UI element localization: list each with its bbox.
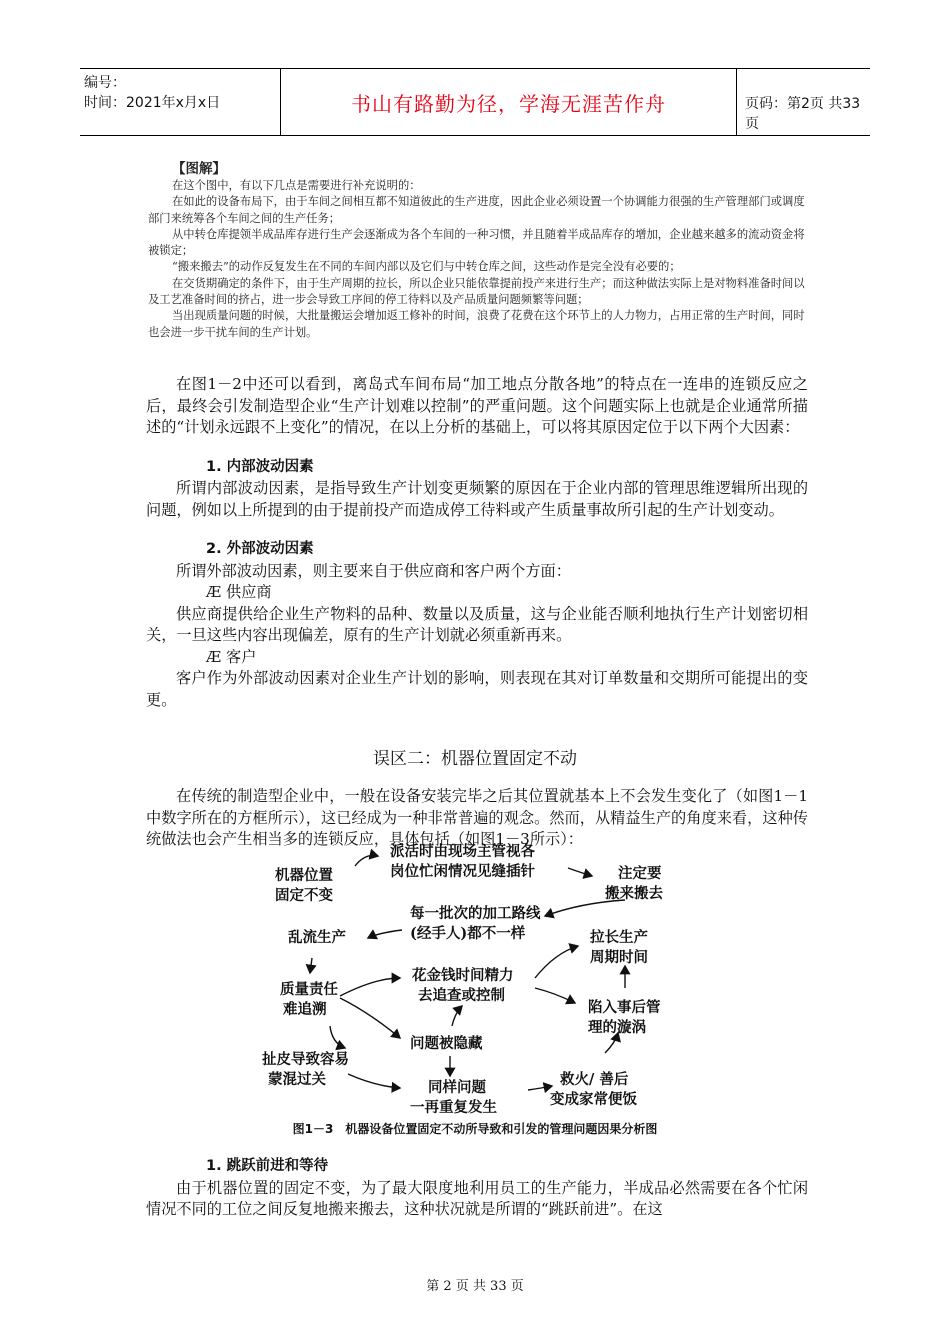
arrow [452,1006,462,1026]
header-motto: 书山有路勤为径，学海无涯苦作舟 [280,69,737,135]
notes-item: “搬来搬去”的动作反复发生在不同的车间内部以及它们与中转仓库之间，这些动作是完全没有必要的； [172,260,681,274]
notes-item: 当出现质量问题的时候，大批量搬运会增加返工修补的时间，浪费了花费在这个环节上的人力物力，占用正常的生产时间，同时也会进一步干扰车间的生产计划。 [148,309,805,339]
arrow [330,1026,345,1048]
arrow [348,1074,400,1088]
header-meta [84,73,280,113]
node-label: 救火/ 善后 [560,1071,629,1088]
cause-effect-diagram [250,838,710,1118]
node-label: 乱流生产 [288,929,346,946]
paragraph: 所谓外部波动因素，则主要来自于供应商和客户两个方面： [176,561,571,580]
node-label: 蒙混过关 [268,1071,326,1088]
arrow [568,868,592,876]
node-label: 去追查或控制 [418,987,505,1004]
notes-item: 从中转仓库提领半成品库存进行生产会逐渐成为各个车间的一种习惯，并且随着半成品库存的增加，企业越来越多的流动资金将被锁定； [148,227,805,258]
node-label: 每一批次的加工路线 [410,905,541,922]
bullet-supplier: Æ 供应商 [206,583,272,601]
node-label: 一再重复发生 [410,1099,497,1116]
notes-heading: 【图解】 [172,161,226,177]
node-label: 扯皮导致容易 [262,1051,349,1068]
node-label: 搬来搬去 [605,885,663,902]
node-label: 变成家常便饭 [550,1091,637,1108]
node-label: 岗位忙闲情况见缝插针 [390,863,535,880]
notes-item: 在如此的设备布局下，由于车间之间相互都不知道彼此的生产进度，因此企业必须设置一个协调能力很强的生产管理部门或调度部门来统筹各个车间之间的生产任务； [148,195,805,225]
node-label: 难追溯 [283,1001,327,1018]
arrow [310,958,312,973]
node-label: 理的漩涡 [588,1019,646,1036]
page-header [80,68,870,136]
node-label: 机器位置 [275,867,333,884]
jump-heading: 1. 跳跃前进和等待 [206,1158,329,1174]
figure-caption: 图1－3 机器设备位置固定不动所导致和引发的管理问题因果分析图 [292,1122,658,1136]
node-label: 花金钱时间精力 [412,967,514,984]
arrow [528,1086,552,1090]
node-label: (经手人)都不一样 [410,925,526,942]
notes-intro: 在这个图中，有以下几点是需要进行补充说明的： [172,179,421,192]
node-label: 周期时间 [590,949,648,966]
paragraph: 供应商提供给企业生产物料的品种、数量以及质量，这与企业能否顺利地执行生产计划密切相关，一旦这些内容出现偏差，原有的生产计划就必须重新再来。 [146,604,808,644]
internal-heading: 1. 内部波动因素 [206,458,314,475]
node-label: 注定要 [618,865,662,882]
body-part-3 [146,1156,808,1221]
external-heading: 2. 外部波动因素 [206,541,314,557]
node-label: 拉长生产 [590,929,648,946]
arrow [535,946,578,978]
node-label: 固定不变 [275,887,333,904]
arrow [535,988,575,1003]
node-label: 陷入事后管 [588,999,661,1016]
node-label: 质量责任 [280,981,338,998]
notes-item: 在交货期确定的条件下，由于生产周期的拉长，所以企业只能依靠提前投产来进行生产；而这种做法实际上是对物料准备时间以及工艺准备时间的挤占，进一步会导致工序间的停工待料以及产品质量问题频繁等问题； [148,276,805,307]
section-title: 误区二：机器位置固定不动 [373,749,577,769]
paragraph: 在图1－2中还可以看到，离岛式车间布局“加工地点分散各地”的特点在一连串的连锁反应之后，最终会引发制造型企业“生产计划难以控制”的严重问题。这个问题实际上也就是企业通常所描述的“计划永远跟不上变化”的情况，在以上分析的基础上，可以将其原因定位于以下两个大因素： [146,375,808,436]
number-label: 编号： [84,75,126,91]
node-label: 派活时由现场主管视各 [390,843,535,860]
diagram-notes [148,160,808,341]
bullet-customer: Æ 客户 [206,647,257,666]
page-footer: 第 2 页 共 33 页 [426,1279,524,1294]
body-part-1 [146,374,808,711]
arrow [545,900,625,916]
arrow [368,930,402,938]
arrow [340,998,400,1038]
paragraph: 在传统的制造型企业中，一般在设备安装完毕之后其位置就基本上不会发生变化了（如图1－1中数字所在的方框所示），这已经成为一种非常普遍的观念。然而，从精益生产的角度来看，这种传统做法也会产生相当多的连锁反应，具体包括（如图1－3所示）： [146,787,808,848]
node-label: 同样问题 [428,1079,486,1096]
page-label: 页码：第2页 共33页 [745,96,861,132]
arrow [605,1033,618,1053]
time-label: 时间：2021年x月x日 [84,95,221,111]
node-label: 问题被隐藏 [410,1035,483,1052]
arrow [340,978,400,996]
paragraph: 客户作为外部波动因素对企业生产计划的影响，则表现在其对订单数量和交期所可能提出的变更。 [146,669,808,709]
paragraph: 所谓内部波动因素，是指导致生产计划变更频繁的原因在于企业内部的管理思维逻辑所出现的问题，例如以上所提到的由于提前投产而造成停工待料或产生质量事故所引起的生产计划变动。 [146,479,808,519]
arrow [355,855,378,866]
paragraph: 由于机器位置的固定不变，为了最大限度地利用员工的生产能力，半成品必然需要在各个忙闲情况不同的工位之间反复地搬来搬去，这种状况就是所谓的“跳跃前进”。在这 [146,1178,808,1218]
